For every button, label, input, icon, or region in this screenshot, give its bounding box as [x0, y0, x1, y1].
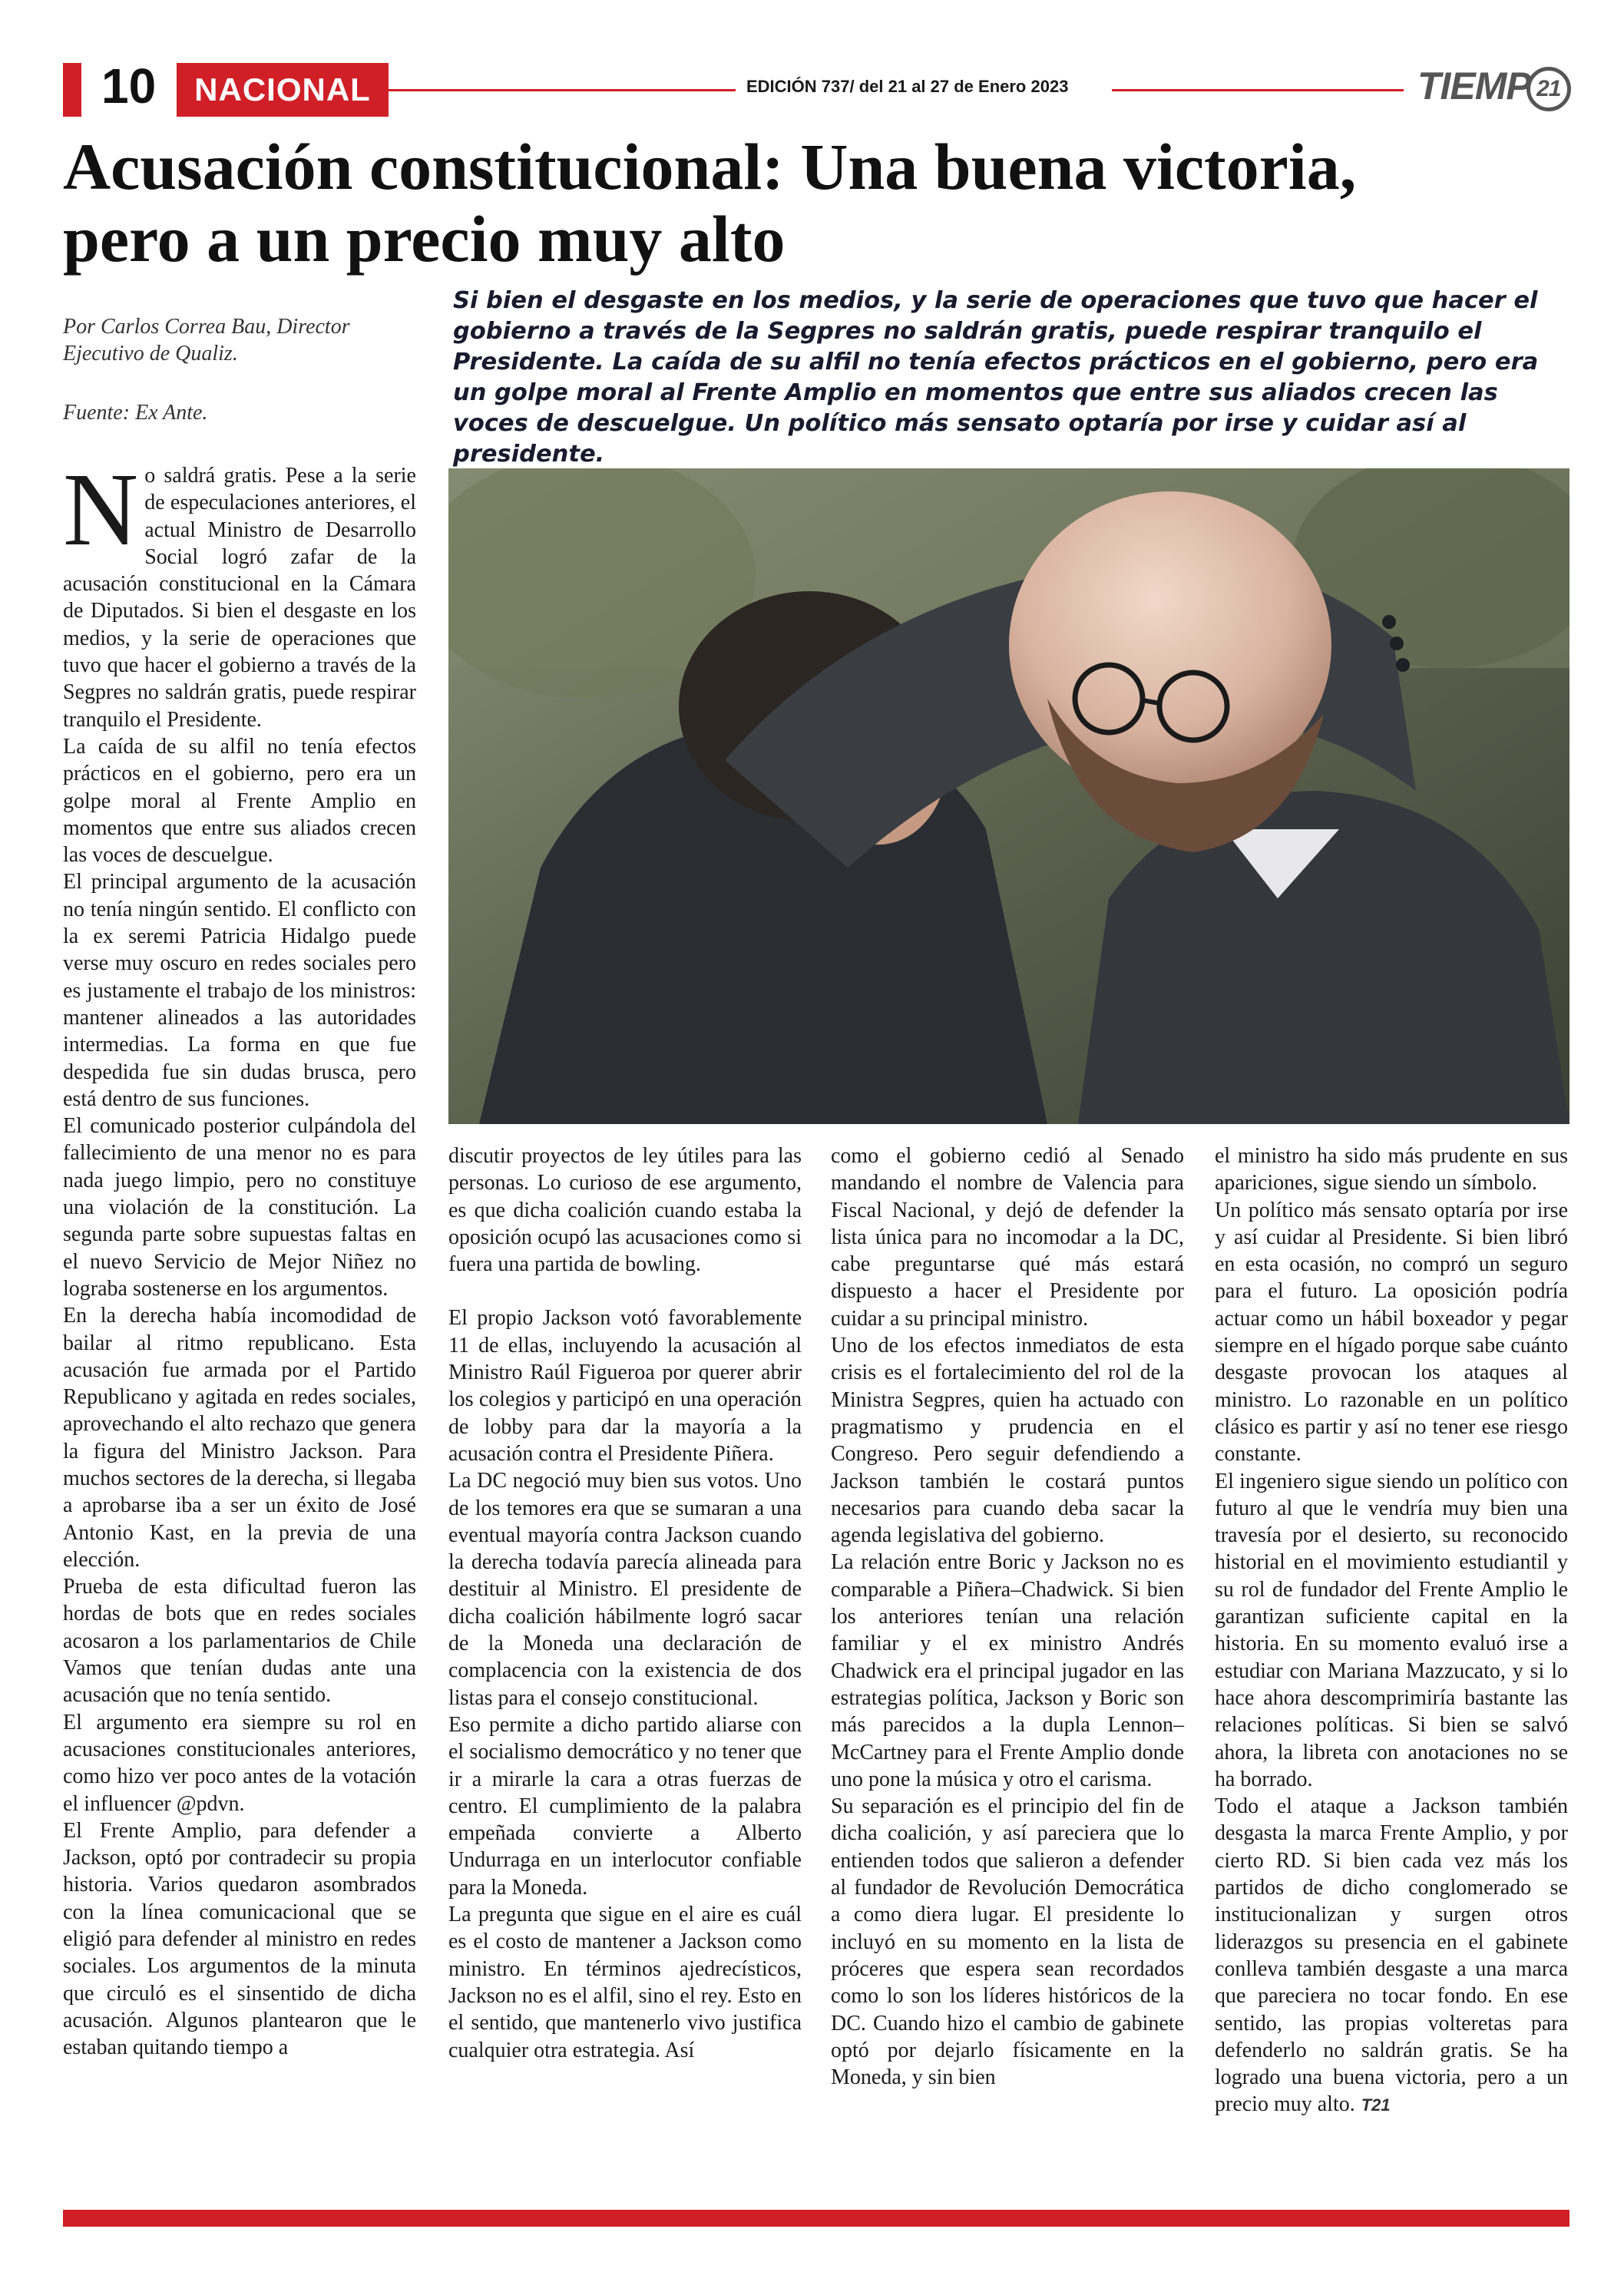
article-column-3 [831, 1143, 1184, 2091]
article-column-2 [448, 1143, 802, 2064]
article-column-1 [63, 452, 416, 2062]
paragraph: La DC negoció muy bien sus votos. Uno de los temores era que se sumaran a una eventual mayoría contra Jackson cuando la derecha todavía parecía alineada para destituir al Ministro. El presidente de dicha coalición hábilmente logró sacar de la Moneda una declaración de complacencia con la existencia de dos listas para el consejo constitucional. [448, 1469, 802, 1710]
byline: Por Carlos Correa Bau, Director Ejecutivo de Qualiz. [63, 315, 350, 365]
logo-ring-number: 21 [1526, 67, 1571, 111]
paragraph: El argumento era siempre su rol en acusaciones constitucionales anteriores, como hizo ver poco antes de la votación el influencer @pdvn. [63, 1710, 416, 1816]
article-title-line-2: pero a un precio muy alto [63, 202, 786, 276]
page-number: 10 [101, 58, 157, 114]
paragraph: En la derecha había incomodidad de bailar al ritmo republicano. Esta acusación fue armada por el Partido Republicano y agitada en redes sociales, aprovechando el alto rechazo que genera la figura del Ministro Jackson. Para muchos sectores de la derecha, si llegaba a aprobarse iba a ser un éxito de José Antonio Kast, en la previa de una elección. [63, 1304, 416, 1572]
paragraph: como el gobierno cedió al Senado mandando el nombre de Valencia para Fiscal Nacional, y dejó de defender la lista única para no incomodar a la DC, cabe preguntarse qué más estará dispuesto a hacer el Presidente por cuidar a su principal ministro. [831, 1144, 1184, 1331]
paragraph: La caída de su alfil no tenía efectos prácticos en el gobierno, pero era un golpe moral al Frente Amplio en momentos que entre sus aliados crecen las voces de descuelgue. [63, 734, 416, 868]
photo-illustration [448, 468, 1569, 1124]
paragraph: El comunicado posterior culpándola del fallecimiento de una menor no es para nada juego limpio, pero no constituye una violación de la constitución. La segunda parte sobre supuestas faltas en el nuevo Servicio de Mejor Niñez no lograba sostenerse en los argumentos. [63, 1114, 416, 1301]
paragraph: Eso permite a dicho partido aliarse con el socialismo democrático y no tener que ir a mirarle la cara a otras fuerzas de centro. El cumplimiento de la palabra empeñada convierte a Alberto Undurraga en un interlocutor confiable para la Moneda. [448, 1712, 802, 1900]
paragraph: el ministro ha sido más prudente en sus apariciones, sigue siendo un símbolo. [1215, 1144, 1568, 1195]
paragraph: El propio Jackson votó favorablemente 11 de ellas, incluyendo la acusación al Ministro Raúl Figueroa por querer abrir los colegios y participó en una operación de lobby para dar la mayoría a la acusación contra el Presidente Piñera. [448, 1306, 802, 1466]
paragraph: discutir proyectos de ley útiles para las personas. Lo curioso de ese argumento, es que dicha coalición cuando estaba la oposición ocupó las acusaciones como si fuera una partida de bowling. [448, 1144, 802, 1277]
paragraph: El Frente Amplio, para defender a Jackson, optó por contradecir su propia historia. Varios quedaron asombrados con la línea comunicacional que se eligió para defender al ministro en redes sociales. Los argumentos de la minuta que circuló es el sinsentido de dicha acusación. Algunos plantearon que le estaban quitando tiempo a [63, 1818, 416, 2060]
paragraph: La relación entre Boric y Jackson no es comparable a Piñera–Chadwick. Si bien los anteriores tenían una relación familiar y el ex ministro Andrés Chadwick era el principal jugador en las estrategias política, Jackson y Boric son más parecidos a la dupla Lennon–McCartney para el Frente Amplio donde uno pone la música y otro el carisma. [831, 1550, 1184, 1791]
paragraph: Prueba de esta dificultad fueron las hordas de bots que en redes sociales acosaron a los parlamentarios de Chile Vamos que tenían dudas ante una acusación que no tenía sentido. [63, 1575, 416, 1708]
drop-cap: N [63, 452, 139, 567]
article-title-line-1: Acusación constitucional: Una buena victoria, [63, 130, 1357, 203]
header-rule-right [1112, 89, 1404, 91]
paragraph: Todo el ataque a Jackson también desgasta la marca Frente Amplio, y por cierto RD. Si bien cada vez más los partidos de dicho conglomerado se institucionalizan y surgen otros liderazgos su presencia en el gabinete conlleva también desgaste a una marca que pareciera no tocar fondo. En ese sentido, las propias volteretas para defenderlo no saldrán gratis. Se ha logrado una buena victoria, pero a un precio muy alto. T21 [1215, 1793, 1568, 2119]
logo-text: TIEMP [1417, 64, 1531, 107]
edition-info: EDICIÓN 737/ del 21 al 27 de Enero 2023 [746, 77, 1069, 96]
paragraph: No saldrá gratis. Pese a la serie de especulaciones anteriores, el actual Ministro de Desarrollo Social logró zafar de la acusación constitucional en la Cámara de Diputados. Si bien el desgaste en los medios, y la serie de operaciones que tuvo que hacer el gobierno a través de la Segpres no saldrán gratis, puede respirar tranquilo el Presidente. [63, 452, 416, 732]
paragraph: Su separación es el principio del fin de dicha coalición, y así pareciera que lo entienden todos que salieron a defender al fundador de Revolución Democrática a como diera lugar. El presidente lo incluyó en su momento en la lista de próceres que espera sean recordados como lo son los líderes históricos de la DC. Cuando hizo el cambio de gabinete optó por dejarlo físicamente en la Moneda, y sin bien [831, 1794, 1184, 2090]
paragraph: La pregunta que sigue en el aire es cuál es el costo de mantener a Jackson como ministro. En términos ajedrecísticos, Jackson no es el alfil, sino el rey. Esto en el sentido, que mantenerlo vivo justifica cualquier otra estrategia. Así [448, 1903, 802, 2062]
section-label: NACIONAL [177, 63, 389, 117]
footer-accent-bar [63, 2210, 1569, 2227]
end-mark-logo: T21 [1361, 2095, 1391, 2115]
header-rule-left [389, 89, 736, 91]
article-lead: Si bien el desgaste en los medios, y la serie de operaciones que tuvo que hacer el gobierno a través de la Segpres no saldrán gratis, puede respirar tranquilo el Presidente. La caída de su alfil no tenía efectos prácticos en el gobierno, pero era un golpe moral al Frente Amplio en momentos que entre sus aliados crecen las voces de descuelgue. Un político más sensato optaría por irse y cuidar así al presidente. [453, 287, 1539, 468]
paragraph: El principal argumento de la acusación no tenía ningún sentido. El conflicto con la ex seremi Patricia Hidalgo puede verse muy oscuro en redes sociales pero es justamente el trabajo de los ministros: mantener alineados a las autoridades intermedias. La forma en que fue despedida fue sin dudas brusca, pero está dentro de sus funciones. [63, 870, 416, 1111]
paragraph: El ingeniero sigue siendo un político con futuro al que le vendría muy bien una travesía por el desierto, su reconocido historial en el movimiento estudiantil y su rol de fundador del Frente Amplio le garantizan suficiente capital en la historia. En su momento evaluó irse a estudiar con Mariana Mazzucato, y si lo hace ahora descomprimiría bastante las relaciones políticas. Si bien se salvó ahora, la libreta con anotaciones no se ha borrado. [1215, 1469, 1568, 1791]
article-column-4 [1215, 1143, 1568, 2119]
paragraph: Uno de los efectos inmediatos de esta crisis es el fortalecimiento del rol de la Ministra Segpres, quien ha actuado con pragmatismo y prudencia en el Congreso. Pero seguir defendiendo a Jackson también le costará puntos necesarios para cuando deba sacar la agenda legislativa del gobierno. [831, 1334, 1184, 1548]
source-credit: Fuente: Ex Ante. [63, 401, 208, 425]
newspaper-logo [1417, 63, 1571, 109]
page-number-accent-bar [63, 63, 81, 117]
paragraph: Un político más sensato optaría por irse y así cuidar al Presidente. Si bien libró en esta ocasión, no compró un seguro para el futuro. La oposición podría actuar como un hábil boxeador y pegar siempre en el hígado porque sabe cuánto desgaste provocan los ataques al ministro. Lo razonable en un político clásico es partir y así no tener ese riesgo constante. [1215, 1198, 1568, 1467]
article-photo [448, 468, 1569, 1124]
article-title [63, 131, 1568, 275]
